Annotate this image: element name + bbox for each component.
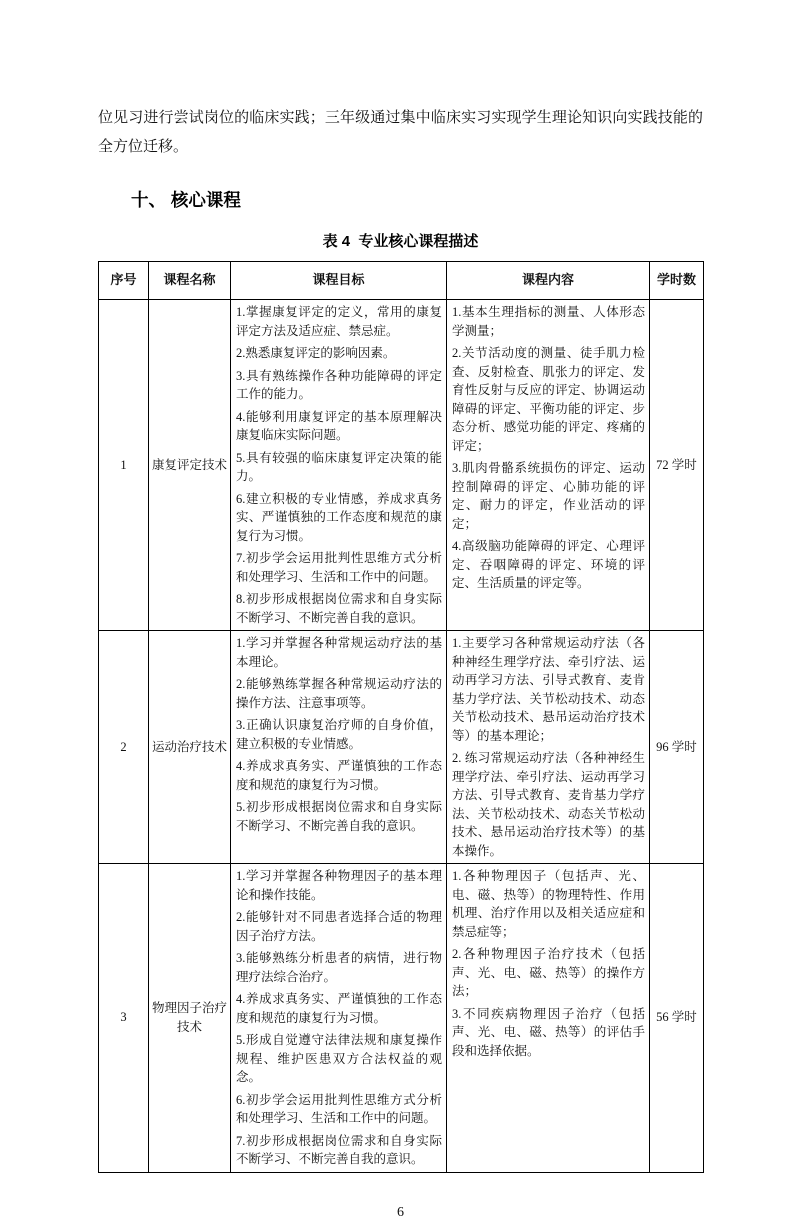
cell-course-content (447, 631, 650, 864)
cell-course-content (447, 300, 650, 631)
cell-paragraph: 1.掌握康复评定的定义，常用的康复评定方法及适应症、禁忌症。 (236, 305, 442, 338)
header-cell-content: 课程内容 (447, 262, 650, 300)
table-header-row (99, 262, 704, 300)
cell-paragraph: 4.养成求真务实、严谨慎独的工作态度和规范的康复行为习惯。 (236, 759, 442, 792)
cell-paragraph: 2.能够针对不同患者选择合适的物理因子治疗方法。 (236, 910, 442, 943)
cell-paragraph: 4.高级脑功能障碍的评定、心理评定、吞咽障碍的评定、环境的评定、生活质量的评定等。 (452, 539, 645, 590)
cell-paragraph: 7.初步形成根据岗位需求和自身实际不断学习、不断完善自我的意识。 (236, 1133, 442, 1166)
cell-course-hours: 96 学时 (650, 631, 704, 864)
table-caption: 表 4 专业核心课程描述 (322, 233, 479, 250)
cell-course-objectives (231, 300, 447, 631)
cell-paragraph: 4.能够利用康复评定的基本原理解决康复临床实际问题。 (236, 409, 442, 442)
cell-paragraph: 6.初步学会运用批判性思维方式分析和处理学习、生活和工作中的问题。 (236, 1092, 442, 1125)
page-number: 6 (397, 1204, 404, 1220)
table-row (99, 300, 704, 631)
cell-paragraph: 1.各种物理因子（包括声、光、电、磁、热等）的物理特性、作用机理、治疗作用以及相关适应症和禁忌症等； (452, 869, 645, 939)
cell-paragraph: 5.形成自觉遵守法律法规和康复操作规程、维护医患双方合法权益的观念。 (236, 1033, 442, 1084)
cell-course-name: 康复评定技术 (149, 300, 231, 631)
core-course-table (98, 261, 704, 1173)
cell-paragraph: 7.初步学会运用批判性思维方式分析和处理学习、生活和工作中的问题。 (236, 551, 442, 584)
cell-course-hours: 56 学时 (650, 864, 704, 1173)
cell-course-name: 物理因子治疗技术 (149, 864, 231, 1173)
header-cell-course-name: 课程名称 (149, 262, 231, 300)
cell-row-number: 2 (99, 631, 149, 864)
cell-paragraph: 2.关节活动度的测量、徒手肌力检查、反射检查、肌张力的评定、发育性反射与反应的评定、协调运动障碍的评定、平衡功能的评定、步态分析、感觉功能的评定、疼痛的评定； (452, 346, 645, 453)
cell-course-objectives (231, 631, 447, 864)
table-row (99, 631, 704, 864)
cell-paragraph: 1.基本生理指标的测量、人体形态学测量； (452, 305, 645, 338)
cell-paragraph: 3.肌肉骨骼系统损伤的评定、运动控制障碍的评定、心肺功能的评定、耐力的评定，作业活动的评定； (452, 461, 645, 531)
cell-course-content (447, 864, 650, 1173)
intro-paragraph: 位见习进行尝试岗位的临床实践；三年级通过集中临床实习实现学生理论知识向实践技能的全方位迁移。 (98, 110, 703, 155)
section-heading: 十、 核心课程 (131, 190, 241, 210)
cell-paragraph: 2. 练习常规运动疗法（各种神经生理学疗法、牵引疗法、运动再学习方法、引导式教育、麦肯基力学疗法、关节松动技术、动态关节松动技术、悬吊运动治疗技术等）的基本操作。 (452, 751, 645, 858)
cell-paragraph: 3.正确认识康复治疗师的自身价值，建立积极的专业情感。 (236, 718, 442, 751)
cell-paragraph: 5.初步形成根据岗位需求和自身实际不断学习、不断完善自我的意识。 (236, 800, 442, 833)
cell-paragraph: 4.养成求真务实、严谨慎独的工作态度和规范的康复行为习惯。 (236, 992, 442, 1025)
cell-paragraph: 3.不同疾病物理因子治疗（包括声、光、电、磁、热等）的评估手段和选择依据。 (452, 1006, 645, 1058)
cell-paragraph: 3.能够熟练分析患者的病情，进行物理疗法综合治疗。 (236, 951, 442, 984)
cell-paragraph: 2.各种物理因子治疗技术（包括声、光、电、磁、热等）的操作方法； (452, 947, 645, 998)
cell-row-number: 1 (99, 300, 149, 631)
cell-paragraph: 2.熟悉康复评定的影响因素。 (236, 346, 396, 360)
cell-paragraph: 1.学习并掌握各种物理因子的基本理论和操作技能。 (236, 869, 442, 902)
header-cell-no: 序号 (99, 262, 149, 300)
cell-paragraph: 3.具有熟练操作各种功能障碍的评定工作的能力。 (236, 368, 442, 401)
cell-row-number: 3 (99, 864, 149, 1173)
cell-paragraph: 8.初步形成根据岗位需求和自身实际不断学习、不断完善自我的意识。 (236, 592, 442, 625)
cell-paragraph: 1.学习并掌握各种常规运动疗法的基本理论。 (236, 636, 442, 669)
cell-paragraph: 5.具有较强的临床康复评定决策的能力。 (236, 450, 442, 483)
cell-paragraph: 2.能够熟练掌握各种常规运动疗法的操作方法、注意事项等。 (236, 677, 442, 710)
cell-course-hours: 72 学时 (650, 300, 704, 631)
cell-paragraph: 1.主要学习各种常规运动疗法（各种神经生理学疗法、牵引疗法、运动再学习方法、引导式教育、麦肯基力学疗法、关节松动技术、动态关节松动技术、悬吊运动治疗技术等）的基本理论； (452, 636, 645, 743)
header-cell-hours: 学时数 (650, 262, 704, 300)
cell-paragraph: 6.建立积极的专业情感，养成求真务实、严谨慎独的工作态度和规范的康复行为习惯。 (236, 491, 442, 543)
cell-course-name: 运动治疗技术 (149, 631, 231, 864)
cell-course-objectives (231, 864, 447, 1173)
table-row (99, 864, 704, 1173)
header-cell-objectives: 课程目标 (231, 262, 447, 300)
